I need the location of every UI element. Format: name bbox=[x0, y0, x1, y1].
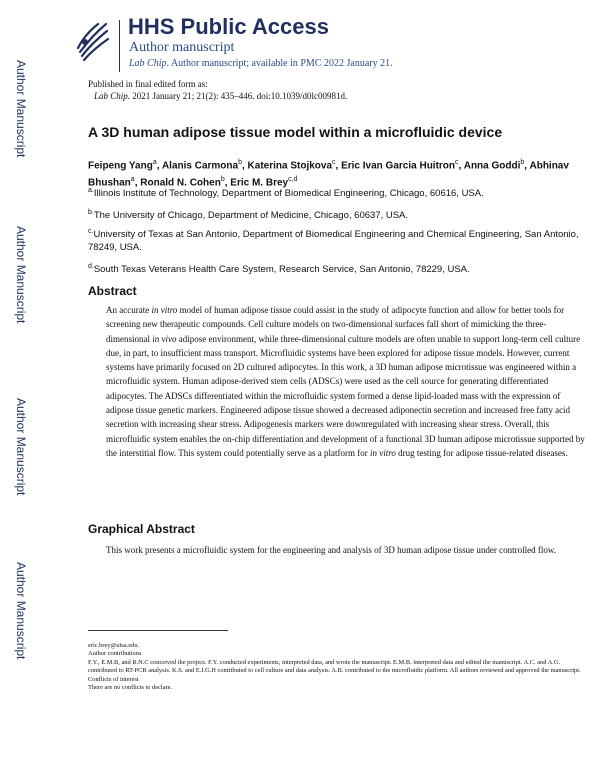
author-separator: , bbox=[134, 177, 141, 189]
author-affiliation-marker: c bbox=[455, 159, 459, 166]
sidebar bbox=[0, 0, 40, 776]
publication-journal: Lab Chip bbox=[94, 91, 128, 101]
side-label-4: Author Manuscript bbox=[14, 562, 28, 660]
footnote-conflicts-text: There are no conflicts to declare. bbox=[88, 684, 173, 692]
author-separator: , bbox=[458, 160, 464, 172]
affiliation-text: The University of Chicago, Department of Medicine, Chicago, 60637, USA. bbox=[93, 210, 409, 222]
affiliation-c bbox=[88, 225, 588, 254]
author-name: Eric Ivan Garcia Huitron bbox=[341, 160, 456, 172]
graphical-abstract-heading: Graphical Abstract bbox=[88, 522, 195, 536]
author-name: Feipeng Yang bbox=[88, 160, 153, 172]
affiliation-a bbox=[88, 184, 588, 200]
affiliation-text: South Texas Veterans Health Care System, Research Service, San Antonio, 78229, USA. bbox=[93, 264, 470, 276]
author-affiliation-marker: b bbox=[520, 159, 525, 166]
footnotes bbox=[88, 642, 588, 692]
abstract-emphasis-2: in vivo bbox=[152, 333, 177, 344]
hhs-eagle-logo-icon bbox=[72, 18, 112, 64]
author-affiliation-marker: b bbox=[220, 176, 225, 184]
author-name: Alanis Carmona bbox=[161, 160, 239, 172]
footnote-email: eric.brey@utsa.edu. bbox=[88, 642, 140, 649]
abstract-heading: Abstract bbox=[88, 284, 137, 298]
author-affiliation-marker: c bbox=[332, 159, 336, 166]
author-separator: , bbox=[224, 177, 231, 189]
author-separator: , bbox=[335, 160, 342, 172]
author-name: Anna Goddi bbox=[463, 160, 521, 172]
affiliation-marker: a. bbox=[88, 187, 94, 194]
affiliation-marker: c. bbox=[88, 228, 94, 235]
author-name: Eric M. Brey bbox=[230, 177, 289, 189]
abstract-body bbox=[106, 303, 588, 460]
author-affiliation-marker: a bbox=[152, 159, 157, 166]
affiliation-b bbox=[88, 206, 588, 222]
header-availability bbox=[129, 58, 393, 69]
author-name: Ronald N. Cohen bbox=[140, 177, 221, 189]
footnote-divider bbox=[88, 630, 228, 631]
abstract-text-2: model of human adipose tissue could assist in the study of adipocyte function and allow for better tools for screening new therapeutic compounds. Cell culture models on two-dimensional surfaces fall short of mimicking the three-dimensional bbox=[106, 305, 565, 344]
affiliation-text: Illinois Institute of Technology, Department of Biomedical Engineering, Chicago, 60616, USA. bbox=[93, 188, 484, 200]
abstract-text-3: adipose environment, while three-dimensional culture models are often unable to support long-term cell culture due, in part, to insufficient mass transport. Microfluidic systems have been explored for adipose tissue models. However, current systems have primarily focused on 2D cultured adipocytes. In this work, a 3D human adipose microtissue was engineered within a microfluidic system. Human adipose-derived stem cells (ADSCs) were used as the cell source for generating differentiated adipocytes. The ADSCs differentiated within the microfluidic system formed a dense lipid-loaded mass with the expression of adipose tissue genetic markers. Engineered adipose tissue showed a decreased adiponectin secretion and increased free fatty acid secretion with increasing shear stress. Adipogenesis markers were downregulated with increasing shear stress. Overall, this microfluidic system enables the on-chip differentiation and development of a functional 3D human adipose microtissue supported by the interstitial flow. This system could potentially serve as a platform for bbox=[106, 333, 585, 458]
header-divider bbox=[119, 20, 120, 72]
publication-citation bbox=[88, 90, 347, 102]
side-label-1: Author Manuscript bbox=[14, 60, 28, 158]
graphical-abstract-body: This work presents a microfluidic system for the engineering and analysis of 3D human adipose tissue under controlled flow. bbox=[106, 545, 557, 555]
author-affiliation-marker: b bbox=[238, 159, 242, 166]
author-name: Katerina Stojkova bbox=[247, 160, 333, 172]
header-journal: Lab Chip bbox=[129, 58, 167, 69]
affiliation-marker: d. bbox=[88, 263, 94, 270]
affiliation-text: University of Texas at San Antonio, Department of Biomedical Engineering and Chemical Engineering, San Antonio, 78249, USA. bbox=[88, 229, 579, 254]
paper-title: A 3D human adipose tissue model within a microfluidic device bbox=[88, 124, 503, 140]
author-separator: , bbox=[524, 160, 530, 172]
affiliation-d bbox=[88, 260, 588, 276]
author-affiliation-marker: a bbox=[130, 176, 135, 184]
publication-label: Published in final edited form as: bbox=[88, 79, 208, 89]
page-header bbox=[72, 8, 592, 72]
header-availability-text: . Author manuscript; available in PMC 2022 January 21. bbox=[166, 58, 393, 69]
footnote-conflicts-heading: Conflicts of interest bbox=[88, 675, 139, 683]
affiliation-marker: b. bbox=[88, 209, 94, 216]
header-title: HHS Public Access bbox=[128, 14, 329, 39]
abstract-text-1: An accurate bbox=[106, 305, 152, 315]
publication-info bbox=[88, 78, 347, 102]
publication-citation-text: . 2021 January 21; 21(2): 435–446. doi:10.1039/d0lc00981d. bbox=[127, 91, 348, 101]
footnote-contrib-text: F.Y., E.M.B, and R.N.C conceived the project. F.Y. conducted experiments, interpreted data, and wrote the manuscript. E.M.B. interpreted data and edited the manuscript. A.C. and A.G. contributed to RT-PCR analysis. K.S. and E.I.G.H contributed to cell culture and data analysis. A.B. contributed to the microfluidic platform. All authors reviewed and approved the manuscript. bbox=[88, 658, 581, 675]
side-label-3: Author Manuscript bbox=[14, 398, 28, 496]
author-separator: , bbox=[156, 160, 162, 172]
footnote-contrib-heading: Author contributions bbox=[88, 650, 142, 658]
abstract-emphasis-1: in vitro bbox=[151, 305, 178, 315]
abstract-text-4: drug testing for adipose tissue-related diseases. bbox=[395, 447, 568, 458]
abstract-emphasis-3: in vitro bbox=[369, 447, 396, 458]
author-affiliation-marker: c,d bbox=[288, 176, 298, 184]
side-label-2: Author Manuscript bbox=[14, 226, 28, 324]
author-separator: , bbox=[241, 160, 248, 172]
author-name: Abhinav Bhushan bbox=[88, 160, 569, 189]
header-subtitle: Author manuscript bbox=[129, 40, 235, 55]
